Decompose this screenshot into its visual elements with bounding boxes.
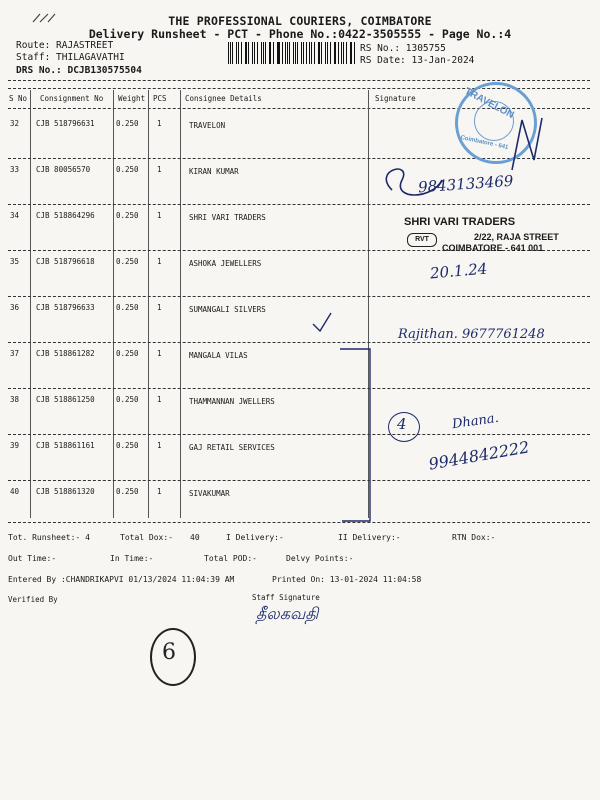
barcode-bar	[248, 42, 249, 64]
row-consignment: CJB 518861161	[36, 441, 95, 450]
row-weight: 0.250	[116, 395, 139, 404]
company-name: THE PROFESSIONAL COURIERS, COIMBATORE	[168, 14, 432, 28]
row-consignee: GAJ RETAIL SERVICES	[189, 443, 275, 452]
row-weight: 0.250	[116, 349, 139, 358]
in-time: In Time:-	[110, 554, 154, 563]
page-mark-number: 6	[162, 640, 176, 665]
delvy-points: Delvy Points:-	[286, 554, 354, 563]
row-sno: 40	[10, 487, 20, 496]
row-pcs: 1	[157, 349, 162, 358]
out-time: Out Time:-	[8, 554, 57, 563]
col-consignment: Consignment No	[40, 94, 104, 103]
barcode-bar	[354, 42, 355, 64]
check-mark-icon	[310, 310, 334, 334]
row-weight: 0.250	[116, 119, 139, 128]
row-consignment: CJB 518796631	[36, 119, 95, 128]
row-sno: 33	[10, 165, 20, 174]
barcode-bar	[330, 42, 331, 64]
bracket-mark	[336, 345, 376, 525]
row-weight: 0.250	[116, 303, 139, 312]
entered-by: Entered By :CHANDRIKAPVI 01/13/2024 11:04:39 AM	[8, 575, 235, 584]
handwritten-name: Dhana.	[451, 410, 500, 433]
travelon-stamp-name: TRAVELON	[462, 85, 516, 122]
circle-mark-number: 4	[397, 415, 407, 433]
row-weight: 0.250	[116, 165, 139, 174]
barcode-bar	[289, 42, 290, 64]
barcode-bar	[270, 42, 271, 64]
barcode-bar	[257, 42, 258, 64]
barcode-bar	[311, 42, 312, 64]
row-sno: 34	[10, 211, 20, 220]
barcode-bar	[351, 42, 352, 64]
shri-stamp-name: SHRI VARI TRADERS	[404, 216, 516, 228]
vline-4	[180, 90, 181, 518]
row-consignee: SHRI VARI TRADERS	[189, 213, 266, 222]
barcode-bar	[238, 42, 239, 64]
handwritten-date: 20.1.24	[429, 259, 488, 283]
total-pod: Total POD:-	[204, 554, 257, 563]
printed-on: Printed On: 13-01-2024 11:04:58	[272, 575, 422, 584]
vline-3	[148, 90, 149, 518]
shri-stamp-city: COIMBATORE - 641 001	[442, 243, 544, 253]
row-sno: 37	[10, 349, 20, 358]
drs-number: DRS No.: DCJB130575504	[16, 65, 142, 76]
row-consignee: KIRAN KUMAR	[189, 167, 239, 176]
barcode-bar	[338, 42, 339, 64]
row-sno: 39	[10, 441, 20, 450]
row-sno: 36	[10, 303, 20, 312]
staff: Staff: THILAGAVATHI	[16, 52, 125, 63]
row-pcs: 1	[157, 395, 162, 404]
row-weight: 0.250	[116, 211, 139, 220]
signature-scribble	[372, 100, 582, 210]
row-consignee: TRAVELON	[189, 121, 226, 130]
row-consignment: CJB 518861282	[36, 349, 95, 358]
barcode-bar	[325, 42, 326, 64]
col-signature: Signature	[375, 94, 416, 103]
row-rule	[8, 342, 590, 343]
rs-number: RS No.: 1305755	[360, 43, 446, 54]
rs-date: RS Date: 13-Jan-2024	[360, 55, 475, 66]
row-pcs: 1	[157, 211, 162, 220]
route: Route: RAJASTREET	[16, 40, 114, 51]
handwritten-phone-1: 9843133469	[417, 171, 514, 197]
vline-2	[113, 90, 114, 518]
barcode-bar	[236, 42, 237, 64]
barcode-bar	[297, 42, 298, 64]
row-sno: 32	[10, 119, 20, 128]
row-weight: 0.250	[116, 487, 139, 496]
col-weight: Weight	[118, 94, 146, 103]
row-pcs: 1	[157, 119, 162, 128]
shri-stamp-logo: RVT	[407, 233, 437, 247]
row-pcs: 1	[157, 303, 162, 312]
staff-signature: தீலகவதி	[256, 604, 319, 623]
row-consignee: ASHOKA JEWELLERS	[189, 259, 262, 268]
total-dox-value: 40	[190, 533, 200, 542]
vline-1	[30, 90, 31, 518]
barcode-bar	[303, 42, 304, 64]
handwritten-phone-2: 9944842222	[427, 437, 531, 474]
staff-signature-label: Staff Signature	[252, 593, 320, 602]
row-consignment: CJB 518861320	[36, 487, 95, 496]
row-consignment: CJB 518861250	[36, 395, 95, 404]
row-consignee: THAMMANNAN JWELLERS	[189, 397, 275, 406]
row-rule	[8, 296, 590, 297]
total-dox: Total Dox:-	[120, 533, 173, 542]
verified-by: Verified By	[8, 595, 58, 604]
row-rule	[8, 434, 590, 435]
runsheet-title: Delivery Runsheet - PCT - Phone No.:0422-3505555 - Page No.:4	[88, 27, 512, 41]
rule-bottom	[8, 522, 590, 523]
row-rule	[8, 480, 590, 481]
row-pcs: 1	[157, 441, 162, 450]
barcode	[228, 42, 358, 64]
i-delivery: I Delivery:-	[226, 533, 284, 542]
row-consignment: CJB 518864296	[36, 211, 95, 220]
ii-delivery: II Delivery:-	[338, 533, 401, 542]
row-pcs: 1	[157, 257, 162, 266]
barcode-bar	[228, 42, 229, 64]
row-consignment: CJB 80056570	[36, 165, 91, 174]
col-pcs: PCS	[153, 94, 167, 103]
col-sno: S No	[9, 94, 28, 103]
row-consignee: SIVAKUMAR	[189, 489, 230, 498]
total-runsheet: Tot. Runsheet:- 4	[8, 533, 90, 542]
row-rule	[8, 388, 590, 389]
col-consignee: Consignee Details	[185, 94, 262, 103]
barcode-bar	[282, 42, 283, 64]
row-sno: 38	[10, 395, 20, 404]
barcode-bar	[314, 42, 315, 64]
barcode-bar	[343, 42, 344, 64]
barcode-bar	[265, 42, 266, 64]
row-pcs: 1	[157, 487, 162, 496]
row-weight: 0.250	[116, 257, 139, 266]
row-pcs: 1	[157, 165, 162, 174]
shri-stamp-address: 2/22, RAJA STREET	[474, 232, 559, 242]
barcode-bar	[278, 42, 279, 64]
handwritten-note: Rajithan. 9677761248	[398, 327, 545, 342]
rtn-dox: RTN Dox:-	[452, 533, 496, 542]
barcode-bar	[252, 42, 253, 64]
row-sno: 35	[10, 257, 20, 266]
row-consignment: CJB 518796618	[36, 257, 95, 266]
row-weight: 0.250	[116, 441, 139, 450]
row-consignment: CJB 518796633	[36, 303, 95, 312]
row-consignee: SUMANGALI SILVERS	[189, 305, 266, 314]
row-consignee: MANGALA VILAS	[189, 351, 248, 360]
travelon-stamp-city: Coimbatore - 641	[459, 135, 509, 151]
rule-top	[8, 80, 590, 81]
